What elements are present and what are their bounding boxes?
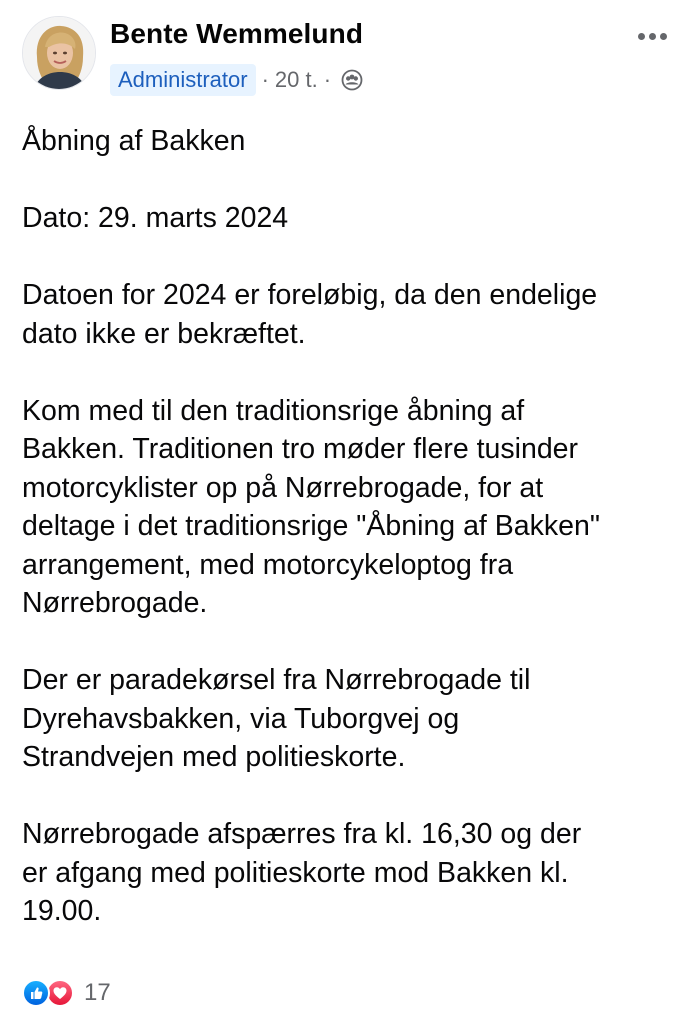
separator: · — [261, 67, 269, 92]
post-paragraph: Kom med til den traditionsrige åbning af Bakken. Traditionen tro møder flere tusinder motorcyklister op på Nørrebrogade, for at deltage i det traditionsrige "Åbning af Bakken" arrangement, med motorcykeloptog fra Nørrebrogade. — [22, 394, 600, 619]
more-options-button[interactable] — [632, 24, 672, 48]
role-badge[interactable]: Administrator — [110, 64, 256, 96]
post-meta — [110, 64, 363, 96]
love-icon — [46, 979, 74, 1007]
more-options-icon — [649, 33, 656, 40]
timestamp[interactable]: 20 t. — [274, 67, 318, 92]
post-paragraph: Der er paradekørsel fra Nørrebrogade til Dyrehavsbakken, via Tuborgvej og Strandvejen med politieskorte. — [22, 664, 531, 773]
author-name[interactable]: Bente Wemmelund — [110, 18, 364, 49]
post-paragraph: Dato: 29. marts 2024 — [22, 202, 289, 234]
reaction-icons — [22, 975, 80, 1011]
post-paragraph: Datoen for 2024 er foreløbig, da den endelige dato ikke er bekræftet. — [22, 279, 598, 350]
avatar-photo-icon — [23, 17, 96, 90]
reaction-count[interactable]: 17 — [84, 979, 111, 1006]
like-icon — [22, 979, 50, 1007]
post-header — [22, 16, 672, 92]
more-options-icon — [638, 33, 645, 40]
post-title: Åbning af Bakken — [22, 125, 246, 157]
group-icon[interactable] — [341, 69, 363, 91]
separator: · — [323, 67, 332, 92]
avatar[interactable] — [22, 16, 96, 90]
more-options-icon — [660, 33, 667, 40]
post-body — [22, 122, 672, 931]
reactions-summary[interactable] — [22, 975, 111, 1011]
post-paragraph: Nørrebrogade afspærres fra kl. 16,30 og der er afgang med politieskorte mod Bakken kl. 19.00. — [22, 818, 582, 927]
